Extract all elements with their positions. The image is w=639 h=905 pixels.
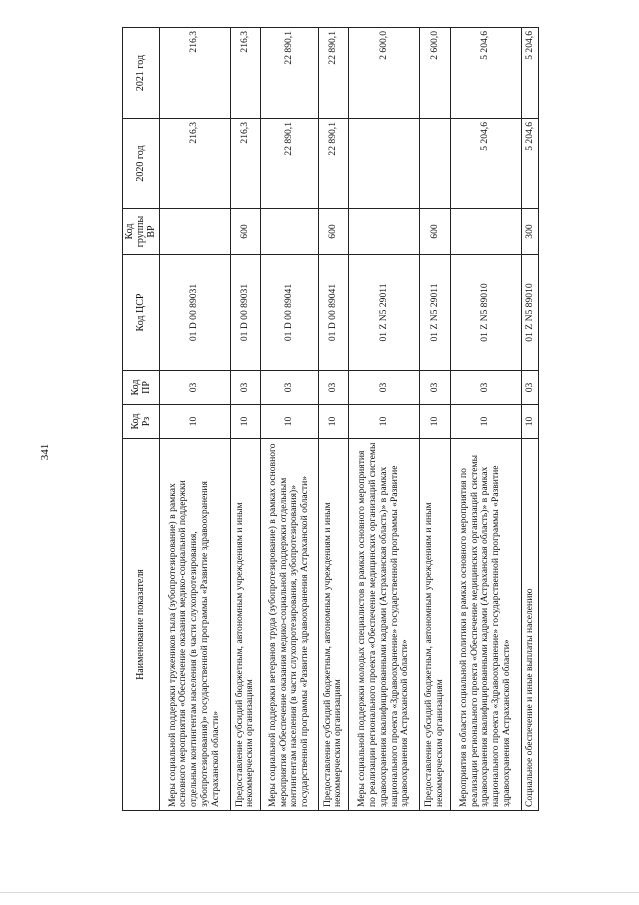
- row-vr: 600: [420, 209, 451, 255]
- page-bottom-divider: [0, 892, 639, 893]
- row-2021: 22 890,1: [318, 28, 349, 119]
- table-row: [159, 28, 230, 811]
- row-2021: 5 204,6: [521, 28, 538, 119]
- row-pr: 03: [159, 371, 230, 405]
- row-2020: 22 890,1: [261, 119, 319, 209]
- row-pr: 03: [420, 371, 451, 405]
- budget-table-wrapper: [122, 28, 539, 811]
- row-pr: 03: [521, 371, 538, 405]
- row-2020: 216,3: [159, 119, 230, 209]
- row-name: Меры социальной поддержки тружеников тыла (зубопротезирование) в рамках основного мероприятия «Обеспечение оказания медико-социальной поддержки отдельным контингентам населения (в части слухопротезирования, зубопротезирования)» государственной программы «Развитие здравоохранения Астраханской области»: [159, 439, 230, 811]
- row-name: Предоставление субсидий бюджетным, автономным учреждениям и иным некоммерческим организациям: [318, 439, 349, 811]
- row-csr: 01 Z N5 29011: [349, 255, 420, 371]
- row-name: Предоставление субсидий бюджетным, автономным учреждениям и иным некоммерческим организациям: [420, 439, 451, 811]
- row-vr: [450, 209, 521, 255]
- row-pr: 03: [230, 371, 261, 405]
- row-rz: 10: [420, 405, 451, 439]
- row-2021: 2 600,0: [349, 28, 420, 119]
- row-csr: 01 D 00 89041: [318, 255, 349, 371]
- row-vr: 600: [230, 209, 261, 255]
- row-csr: 01 Z N5 29011: [420, 255, 451, 371]
- row-csr: 01 Z N5 89010: [450, 255, 521, 371]
- row-2021: 5 204,6: [450, 28, 521, 119]
- row-rz: 10: [349, 405, 420, 439]
- row-2020: 5 204,6: [450, 119, 521, 209]
- table-row: [420, 28, 451, 811]
- row-rz: 10: [159, 405, 230, 439]
- row-rz: 10: [450, 405, 521, 439]
- row-vr: [159, 209, 230, 255]
- header-pr: Код ПР: [123, 371, 160, 405]
- row-rz: 10: [318, 405, 349, 439]
- row-2021: 2 600,0: [420, 28, 451, 119]
- table-row: [261, 28, 319, 811]
- row-csr: 01 Z N5 89010: [521, 255, 538, 371]
- header-vr: Код группы ВР: [123, 209, 160, 255]
- row-name: Меры социальной поддержки ветеранов труда (зубопротезирование) в рамках основного мероприятия «Обеспечение оказания медико-социальной поддержки отдельным контингентам населения (в части слухопротезирования, зубопротезирования)» государственной программы «Развитие здравоохранения Астраханской области»: [261, 439, 319, 811]
- table-row: [450, 28, 521, 811]
- table-row: [521, 28, 538, 811]
- row-2021: 216,3: [230, 28, 261, 119]
- row-2020: 5 204,6: [521, 119, 538, 209]
- header-2021: 2021 год: [123, 28, 160, 119]
- row-rz: 10: [521, 405, 538, 439]
- header-rz: Код Рз: [123, 405, 160, 439]
- row-rz: 10: [230, 405, 261, 439]
- header-2020: 2020 год: [123, 119, 160, 209]
- row-pr: 03: [349, 371, 420, 405]
- row-vr: [261, 209, 319, 255]
- table-header-row: [123, 28, 160, 811]
- row-2020: 216,3: [230, 119, 261, 209]
- row-pr: 03: [318, 371, 349, 405]
- budget-table: [122, 27, 539, 811]
- row-2020: 22 890,1: [318, 119, 349, 209]
- row-pr: 03: [450, 371, 521, 405]
- row-csr: 01 D 00 89031: [230, 255, 261, 371]
- row-2020: [420, 119, 451, 209]
- row-name: Меры социальной поддержки молодых специалистов в рамках основного мероприятия по реализации регионального проекта «Обеспечение медицинских организаций системы здравоохранения квалифицированными кадрами (Астраханская область)» в рамках национального проекта «Здравоохранение» государственной программы «Развитие здравоохранения Астраханской области»: [349, 439, 420, 811]
- row-2021: 22 890,1: [261, 28, 319, 119]
- row-name: Социальное обеспечение и иные выплаты населению: [521, 439, 538, 811]
- table-row: [349, 28, 420, 811]
- row-rz: 10: [261, 405, 319, 439]
- header-name: Наименование показателя: [123, 439, 160, 811]
- row-2021: 216,3: [159, 28, 230, 119]
- row-pr: 03: [261, 371, 319, 405]
- header-csr: Код ЦСР: [123, 255, 160, 371]
- row-vr: 300: [521, 209, 538, 255]
- row-vr: [349, 209, 420, 255]
- row-name: Предоставление субсидий бюджетным, автономным учреждениям и иным некоммерческим организациям: [230, 439, 261, 811]
- table-row: [230, 28, 261, 811]
- row-csr: 01 D 00 89031: [159, 255, 230, 371]
- page-number: 341: [39, 443, 51, 461]
- table-row: [318, 28, 349, 811]
- row-name: Мероприятия в области социальной политики в рамках основного мероприятия по реализации регионального проекта «Обеспечение медицинских организаций системы здравоохранения квалифицированными кадрами (Астраханская область)» в рамках национального проекта «Здравоохранение» государственной программы «Развитие здравоохранения Астраханской области»: [450, 439, 521, 811]
- row-csr: 01 D 00 89041: [261, 255, 319, 371]
- row-vr: 600: [318, 209, 349, 255]
- row-2020: [349, 119, 420, 209]
